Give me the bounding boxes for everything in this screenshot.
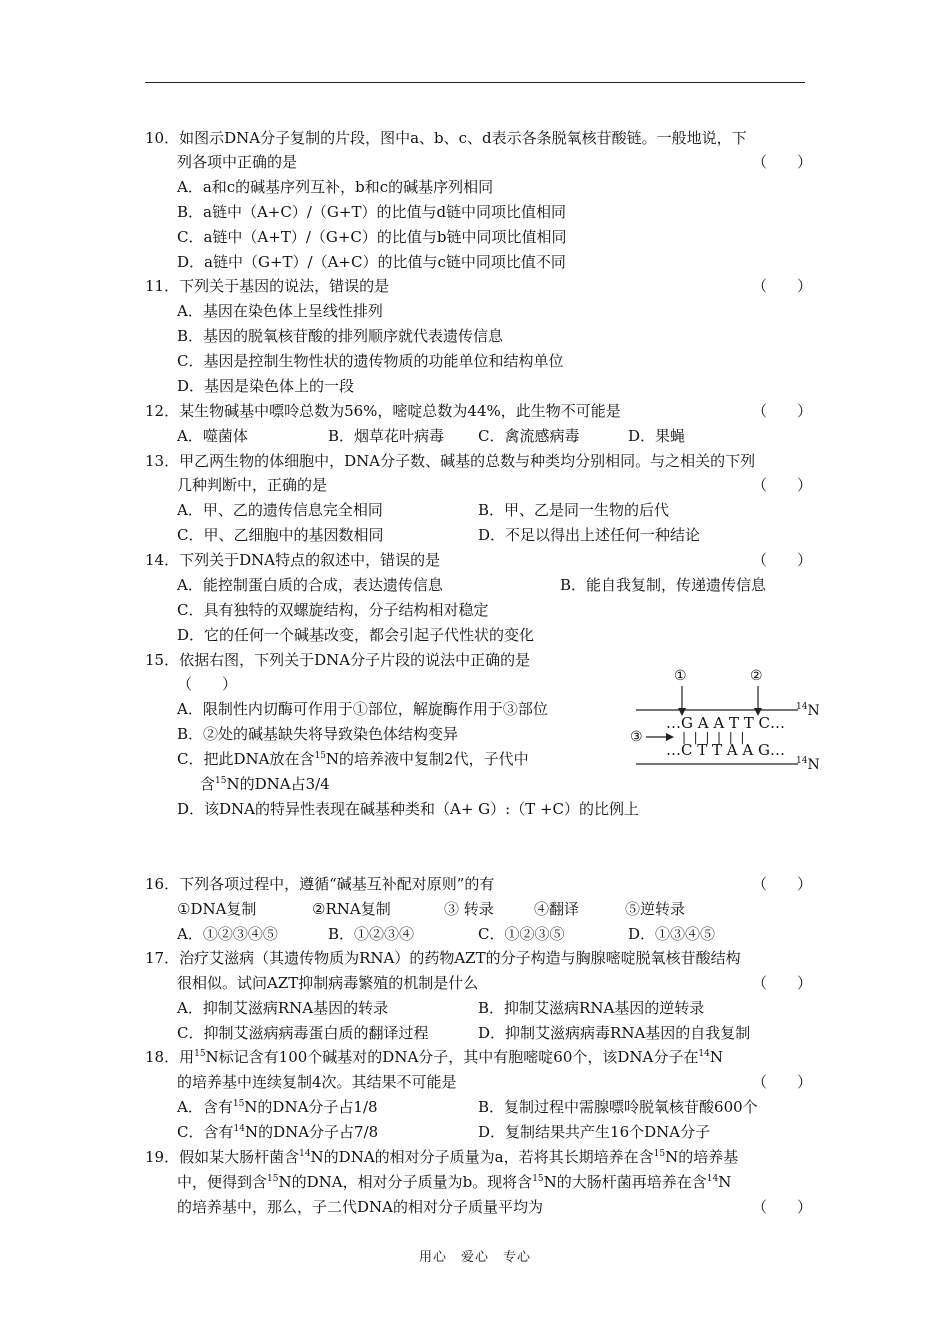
q14-option-d: D．它的任何一个碱基改变，都会引起子代性状的变化 — [177, 626, 535, 644]
q10-stem-line1: 10．如图示DNA分子复制的片段，图中a、b、c、d表示各条脱氧核苷酸链。一般地说，下 — [145, 129, 747, 147]
q11-answer-paren: （ ） — [752, 277, 813, 295]
bottom-strand-bases: …C T T A A G… — [666, 741, 785, 759]
q15-option-c2-text-b: N的DNA占3/4 — [226, 775, 330, 793]
dna-fragment-figure — [630, 668, 820, 776]
q18-answer-paren: （ ） — [752, 1073, 813, 1091]
page-footer: 用心 爱心 专心 — [418, 1250, 531, 1265]
q16-item-1: ①DNA复制 — [177, 900, 257, 918]
q15-option-b: B．②处的碱基缺失将导致染色体结构变异 — [177, 725, 459, 743]
q18-s1-sup2: 14 — [698, 1049, 710, 1059]
q16-option-d: D．①③④⑤ — [628, 925, 716, 943]
q10-option-c: C．a链中（A+T）/（G+C）的比值与b链中同项比值相同 — [177, 228, 567, 246]
q10-option-a: A．a和c的碱基序列互补，b和c的碱基序列相同 — [177, 178, 494, 196]
q17-option-d: D．抑制艾滋病病毒RNA基因的自我复制 — [478, 1024, 751, 1042]
q19-l2-a: 中，便得到含 — [177, 1173, 268, 1191]
q18-s1-sup1: 15 — [194, 1049, 206, 1059]
q15-answer-paren: （ ） — [177, 675, 238, 693]
q11-option-a: A．基因在染色体上呈线性排列 — [177, 302, 383, 320]
bottom-isotope-sup: 14 — [796, 756, 808, 766]
q11-option-c: C．基因是控制生物性状的遗传物质的功能单位和结构单位 — [177, 352, 564, 370]
label-circled-1: ① — [674, 668, 687, 684]
q19-stem-line3: 的培养基中，那么，子二代DNA的相对分子质量平均为 — [177, 1198, 543, 1216]
q14-option-b: B．能自我复制，传递遗传信息 — [560, 576, 767, 594]
q19-l2-sup1: 15 — [267, 1174, 279, 1184]
q12-stem: 12．某生物碱基中嘌呤总数为56%，嘧啶总数为44%，此生物不可能是 — [145, 402, 621, 420]
q13-option-b: B．甲、乙是同一生物的后代 — [478, 501, 670, 519]
q18-option-b: B．复制过程中需腺嘌呤脱氧核苷酸600个 — [478, 1098, 758, 1116]
q18-a-post: N的DNA分子占1/8 — [244, 1098, 378, 1116]
bottom-strand-isotope — [796, 757, 820, 773]
q18-option-a — [177, 1097, 378, 1117]
q10-stem-line2: 列各项中正确的是 — [177, 153, 298, 171]
q14-answer-paren: （ ） — [752, 551, 813, 569]
q12-option-b: B．烟草花叶病毒 — [328, 427, 445, 445]
q18-option-c — [177, 1122, 378, 1142]
q14-option-c: C．具有独特的双螺旋结构，分子结构相对稳定 — [177, 601, 489, 619]
q15-option-c-line2 — [200, 774, 330, 794]
q16-item-2: ②RNA复制 — [312, 900, 391, 918]
q15-option-c-text-a: C．把此DNA放在含 — [177, 750, 315, 768]
q16-option-c: C．①②③⑤ — [478, 925, 565, 943]
q19-l2-b: N的DNA，相对分子质量为b。现将含 — [278, 1173, 533, 1191]
q19-l1-c: N的培养基 — [665, 1148, 739, 1166]
q16-item-5: ⑤逆转录 — [625, 900, 686, 918]
q19-l2-sup3: 14 — [706, 1174, 719, 1184]
q17-stem-line1: 17．治疗艾滋病（其遗传物质为RNA）的药物AZT的分子构造与胸腺嘧啶脱氧核苷酸结构 — [145, 949, 741, 967]
q11-stem: 11．下列关于基因的说法，错误的是 — [145, 277, 390, 295]
q12-option-c: C．禽流感病毒 — [478, 427, 580, 445]
q16-item-3: ③ 转录 — [444, 900, 494, 918]
q15-option-c-text-b: N的培养液中复制2代，子代中 — [325, 750, 529, 768]
q14-option-a: A．能控制蛋白质的合成，表达遗传信息 — [177, 576, 443, 594]
label-circled-3: ③ — [630, 729, 643, 745]
q18-s1-a: 18．用 — [145, 1048, 195, 1066]
q19-l1-b: N的DNA的相对分子质量为a，若将其长期培养在含 — [310, 1148, 654, 1166]
q15-option-d: D．该DNA的特异性表现在碱基种类和（A+ G）:（T +C）的比例上 — [177, 800, 640, 818]
q19-l1-sup2: 15 — [653, 1149, 666, 1159]
q13-option-d: D．不足以得出上述任何一种结论 — [478, 526, 701, 544]
q18-a-pre: A．含有 — [177, 1098, 233, 1116]
q15-option-a: A．限制性内切酶可作用于①部位，解旋酶作用于③部位 — [177, 700, 548, 718]
q13-option-c: C．甲、乙细胞中的基因数相同 — [177, 526, 384, 544]
q13-stem-line2: 几种判断中，正确的是 — [177, 476, 328, 494]
q10-option-b: B．a链中（A+C）/（G+T）的比值与d链中同项比值相同 — [177, 203, 567, 221]
q18-s1-c: N — [709, 1048, 723, 1066]
top-isotope-sup: 14 — [796, 702, 808, 712]
q19-l2-sup2: 15 — [532, 1174, 544, 1184]
hydrogen-bond-marks: | | | | | | — [682, 730, 745, 744]
q19-stem-line2 — [177, 1172, 731, 1192]
q18-a-sup: 15 — [232, 1099, 245, 1109]
q16-option-b: B．①②③④ — [328, 925, 415, 943]
q19-answer-paren: （ ） — [752, 1198, 813, 1216]
q16-answer-paren: （ ） — [752, 875, 813, 893]
q19-l2-c: N的大肠杆菌再培养在含 — [543, 1173, 707, 1191]
q17-option-b: B．抑制艾滋病RNA基因的逆转录 — [478, 999, 705, 1017]
arrow3-head — [666, 733, 674, 741]
q18-stem-line2: 的培养基中连续复制4次。其结果不可能是 — [177, 1073, 457, 1091]
q17-option-c: C．抑制艾滋病病毒蛋白质的翻译过程 — [177, 1024, 429, 1042]
q17-option-a: A．抑制艾滋病RNA基因的转录 — [177, 999, 389, 1017]
q16-item-4: ④翻译 — [534, 900, 580, 918]
q19-l2-d: N — [718, 1173, 732, 1191]
q18-s1-b: N标记含有100个碱基对的DNA分子，其中有胞嘧啶60个，该DNA分子在 — [205, 1048, 699, 1066]
bottom-isotope-n: N — [807, 757, 820, 773]
q18-option-d: D．复制结果共产生16个DNA分子 — [478, 1123, 711, 1141]
q13-answer-paren: （ ） — [752, 476, 813, 494]
top-strand-bases: …G A A T T C… — [666, 714, 785, 732]
label-circled-2: ② — [750, 668, 763, 684]
q18-c-sup: 14 — [233, 1124, 245, 1134]
q12-option-d: D．果蝇 — [628, 427, 686, 445]
q17-answer-paren: （ ） — [752, 974, 813, 992]
q18-stem-line1 — [145, 1047, 723, 1067]
q13-option-a: A．甲、乙的遗传信息完全相同 — [177, 501, 383, 519]
header-rule — [145, 82, 805, 83]
q13-stem-line1: 13．甲乙两生物的体细胞中，DNA分子数、碱基的总数与种类均分别相同。与之相关的下列 — [145, 452, 756, 470]
q12-answer-paren: （ ） — [752, 402, 813, 420]
q11-option-b: B．基因的脱氧核苷酸的排列顺序就代表遗传信息 — [177, 327, 504, 345]
q18-c-post: N的DNA分子占7/8 — [244, 1123, 379, 1141]
top-strand-isotope — [796, 703, 820, 719]
q10-option-d: D．a链中（G+T）/（A+C）的比值与c链中同项比值不同 — [177, 253, 566, 271]
q14-stem: 14．下列关于DNA特点的叙述中，错误的是 — [145, 551, 441, 569]
q15-option-c2-sup: 15 — [215, 776, 227, 786]
q16-option-a: A．①②③④⑤ — [177, 925, 278, 943]
q12-option-a: A．噬菌体 — [177, 427, 248, 445]
q19-l1-a: 19．假如某大肠杆菌含 — [145, 1148, 300, 1166]
q10-answer-paren: （ ） — [752, 153, 813, 171]
q15-option-c2-text-a: 含 — [200, 775, 216, 793]
top-isotope-n: N — [807, 703, 820, 719]
q17-stem-line2: 很相似。试问AZT抑制病毒繁殖的机制是什么 — [177, 974, 479, 992]
q15-option-c-line1 — [177, 749, 529, 769]
q15-option-c-sup: 15 — [314, 751, 326, 761]
q16-stem: 16．下列各项过程中，遵循“碱基互补配对原则”的有 — [145, 875, 495, 893]
q15-stem: 15．依据右图，下列关于DNA分子片段的说法中正确的是 — [145, 651, 531, 669]
q18-c-pre: C．含有 — [177, 1123, 234, 1141]
q19-l1-sup1: 14 — [299, 1149, 311, 1159]
q11-option-d: D．基因是染色体上的一段 — [177, 377, 355, 395]
q19-stem-line1 — [145, 1147, 738, 1167]
